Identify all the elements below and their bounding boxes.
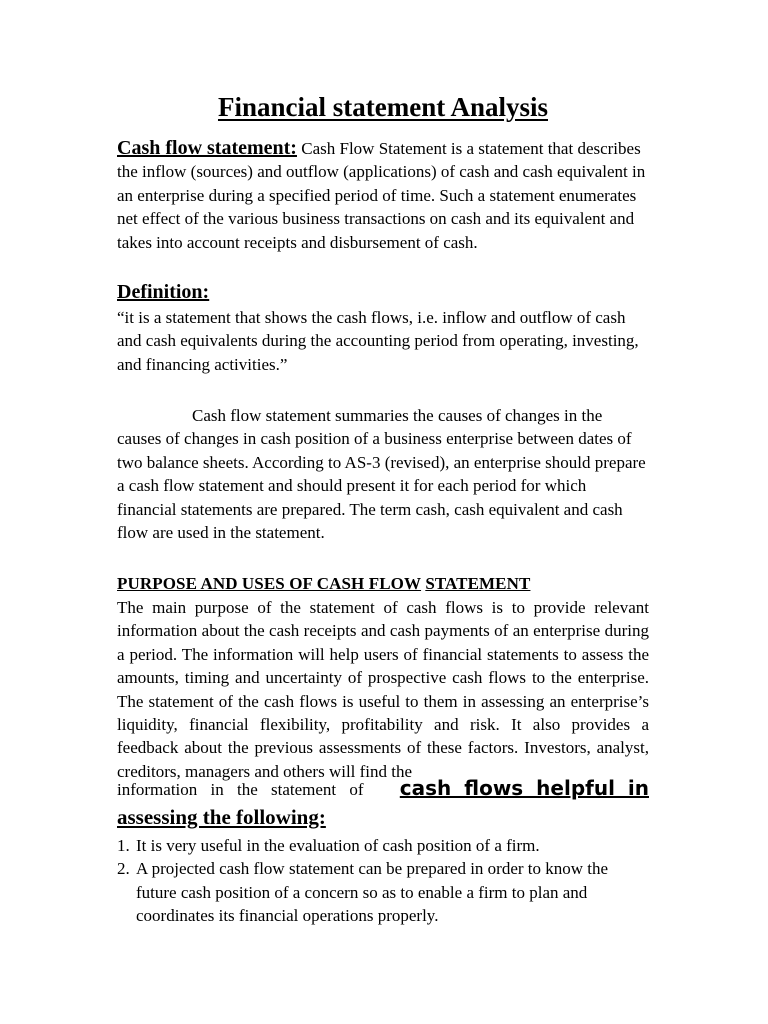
definition-heading: Definition: — [117, 281, 210, 303]
purpose-last-line — [117, 777, 649, 801]
purpose-last-line-bold: cash flows helpful in — [399, 776, 649, 800]
intro-heading: Cash flow statement: — [117, 137, 297, 159]
intro-paragraph — [117, 137, 649, 254]
purpose-subheading: assessing the following: — [117, 805, 326, 829]
page-title: Financial statement Analysis — [217, 92, 548, 122]
purpose-paragraph: The main purpose of the statement of cash flows is to provide relevant information about the cash receipts and cash payments of an enterprise during a period. The information will help users of financial statements to assess the amounts, timing and uncertainty of prospective cash flows to the enterprise. The statement of the cash flows is useful to them in assessing an enterprise’s liquidity, financial flexibility, profitability and risk. It also provides a feedback about the previous assessments of these factors. Investors, analyst, creditors, managers and others will find the — [117, 598, 649, 781]
intro-text: Cash Flow Statement is a statement that describes the inflow (sources) and outflow (applications) of cash and cash equivalent in an enterprise during a specified period of time. Such a statement enumerates net effect of the various business transactions on cash and its equivalent and takes into account receipts and disbursement of cash. — [117, 139, 646, 252]
list-item-text: A projected cash flow statement can be prepared in order to know the future cash position of a concern so as to enable a firm to plan and coordinates its financial operations properly. — [136, 859, 609, 926]
definition-text: “it is a statement that shows the cash flows, i.e. inflow and outflow of cash and cash equivalents during the accounting period from operating, investing, and financing activities.” — [117, 308, 639, 374]
list-item-text: It is very useful in the evaluation of cash position of a firm. — [136, 836, 540, 855]
points-list — [117, 834, 649, 928]
list-item — [117, 857, 649, 927]
purpose-heading-part2: STATEMENT — [425, 574, 531, 593]
list-item-number: 1. — [117, 836, 130, 855]
list-item-number: 2. — [117, 859, 130, 879]
purpose-heading-part1: PURPOSE AND USES OF CASH FLOW — [117, 574, 422, 593]
purpose-heading — [117, 572, 649, 595]
summary-paragraph: Cash flow statement summaries the causes of changes in the causes of changes in cash position of a business enterprise between dates of two balance sheets. According to AS-3 (revised), an enterprise should prepare a cash flow statement and should present it for each period for which financial statements are prepared. The term cash, cash equivalent and cash flow are used in the statement. — [117, 406, 646, 543]
list-item — [117, 834, 649, 857]
purpose-last-line-text: information in the statement of — [117, 780, 364, 799]
